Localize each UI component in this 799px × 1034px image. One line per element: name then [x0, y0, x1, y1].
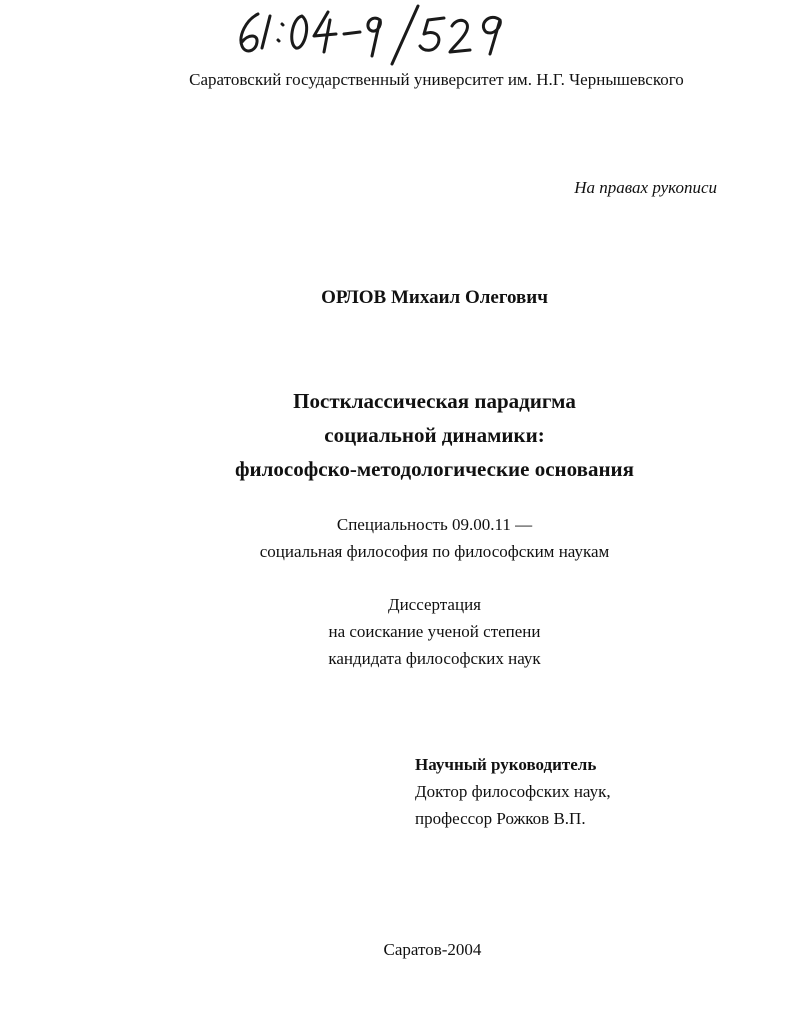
- title-line: философско-методологические основания: [234, 457, 635, 481]
- specialty-line: Специальность 09.00.11 —: [336, 515, 533, 534]
- degree-block: [0, 591, 799, 672]
- manuscript-note: На правах рукописи: [574, 178, 717, 197]
- degree-line: на соискание ученой степени: [328, 622, 541, 641]
- degree-line: кандидата философских наук: [328, 649, 541, 668]
- dissertation-title: [0, 384, 799, 486]
- title-line: Постклассическая парадигма: [293, 389, 576, 413]
- city-year: Саратов-2004: [383, 940, 482, 959]
- handwritten-stamp: [232, 4, 522, 66]
- title-line: социальной динамики:: [324, 423, 545, 447]
- specialty-line: социальная философия по философским наукам: [259, 542, 610, 561]
- specialty-block: [0, 511, 799, 565]
- supervisor-block: [415, 751, 611, 832]
- supervisor-heading: Научный руководитель: [415, 755, 597, 774]
- handwritten-stamp-image: [232, 4, 522, 66]
- university-name: Саратовский государственный университет им. Н.Г. Чернышевского: [189, 70, 684, 89]
- supervisor-line: профессор Рожков В.П.: [415, 809, 586, 828]
- supervisor-line: Доктор философских наук,: [415, 782, 611, 801]
- degree-line: Диссертация: [387, 595, 481, 614]
- author-name: ОРЛОВ Михаил Олегович: [321, 287, 548, 308]
